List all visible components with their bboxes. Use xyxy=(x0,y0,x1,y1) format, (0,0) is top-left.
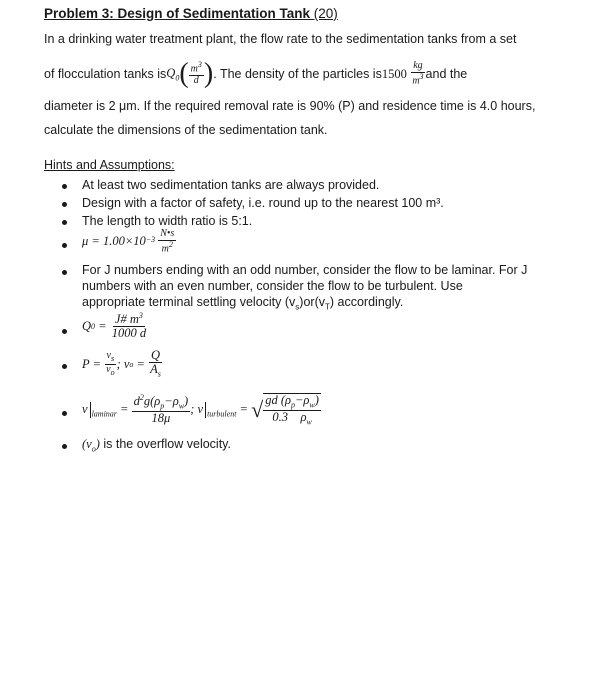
mu-unit-fraction: $\frac{N•s}{m^2}$ xyxy=(160,228,175,254)
problem-title xyxy=(44,6,338,21)
density-value: 1500 xyxy=(381,66,407,81)
mu-exponent: −3 xyxy=(145,235,156,244)
bullet-dot xyxy=(62,329,67,334)
intro-line-1: In a drinking water treatment plant, the flow rate to the sedimentation tanks from a set xyxy=(44,32,517,46)
hint-viscosity xyxy=(82,229,176,254)
right-paren: ) xyxy=(203,58,214,89)
hint-settling-formula: v $_{laminar}$ = $\frac{d^2g(\rho_p-\rho_w)}{18\mu}$ ; v $_{turbulent}$ = √ $\frac{gd (\rho_p-\rho_w)}{0.3 \rho_w}$ xyxy=(82,393,319,427)
problem-points: (20) xyxy=(310,6,338,21)
bullet-dot xyxy=(62,411,67,416)
left-paren: ( xyxy=(179,58,189,89)
bullet-dot xyxy=(62,364,67,369)
hints-heading: Hints and Assumptions: xyxy=(44,158,175,172)
hint-item-5: numbers with an even number, consider the flow to be turbulent. Use xyxy=(82,279,463,293)
intro-line-3: diameter is 2 μm. If the required removal rate is 90% (P) and residence time is 4.0 hours, xyxy=(44,99,536,113)
bullet-dot xyxy=(62,243,67,248)
hint-item-3: The length to width ratio is 5:1. xyxy=(82,214,253,228)
q0-fraction: $\frac{J\# m^3}{1000 d}$ xyxy=(111,311,147,341)
intro-line-4: calculate the dimensions of the sedimentation tank. xyxy=(44,123,328,137)
intro-line2-mid: . The density of the particles is xyxy=(213,67,382,81)
bullet-dot xyxy=(62,184,67,189)
hint-q0-formula: Q 0 = $\frac{J\# m^3}{1000 d}$ xyxy=(82,311,147,341)
bullet-dot xyxy=(62,444,67,449)
intro-line2-pre: of flocculation tanks is xyxy=(44,67,167,81)
intro-line-2 xyxy=(44,56,467,92)
bullet-dot xyxy=(62,270,67,275)
q0-symbol: $Q_0$ xyxy=(166,65,180,83)
hint-p-formula: P = $\frac{v_s}{v_o}$ ; v o = $\frac{Q}{A_s}$ xyxy=(82,348,161,379)
hint-item-4: For J numbers ending with an odd number, consider the flow to be laminar. For J xyxy=(82,263,528,277)
flow-unit-fraction: $\frac{m^3}{d}$ xyxy=(190,60,202,87)
bullet-dot xyxy=(62,220,67,225)
density-unit-fraction: $\frac{kg}{m^3}$ xyxy=(412,60,424,87)
problem-title-text: Problem 3: Design of Sedimentation Tank xyxy=(44,6,311,21)
hint-item-2: Design with a factor of safety, i.e. round up to the nearest 100 m³. xyxy=(82,196,444,210)
hint-overflow: $(v_o)$ is the overflow velocity. xyxy=(82,437,231,454)
mu-lhs: μ = 1.00×10 xyxy=(82,234,146,249)
bullet-dot xyxy=(62,202,67,207)
hint-item-1: At least two sedimentation tanks are always provided. xyxy=(82,178,380,192)
hint-item-6: appropriate terminal settling velocity $(v_s)or(v_T)$ accordingly. xyxy=(82,295,404,312)
intro-line2-post: and the xyxy=(425,67,468,81)
